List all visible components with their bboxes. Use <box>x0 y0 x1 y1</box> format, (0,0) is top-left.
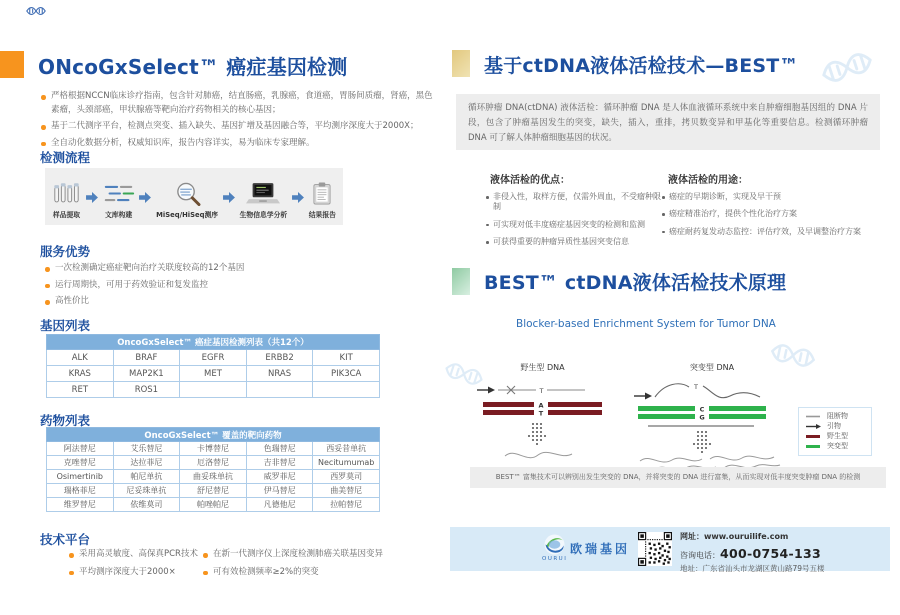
drug-cell: 舒尼替尼 <box>180 484 247 498</box>
pros-item: 可实现对低丰度癌症基因突变的检测和监测 <box>486 220 666 230</box>
wild-type-label: 野生型 DNA <box>520 363 565 372</box>
table-row <box>47 442 380 456</box>
gene-cell: ROS1 <box>113 382 180 398</box>
gene-cell: BRAF <box>113 350 180 366</box>
drug-cell: 克唑替尼 <box>47 456 114 470</box>
uses-item: 癌症的早期诊断，实现及早干预 <box>662 192 887 202</box>
legend-item <box>805 443 865 450</box>
wild-pair-top: A <box>538 401 544 410</box>
mutant-pair-top: C <box>699 405 705 414</box>
intro-bullet: 基于二代测序平台，检测点突变、插入缺失、基因扩增及基因融合等，平均测序深度大于2000X； <box>40 120 434 134</box>
legend-item <box>805 413 865 420</box>
uses-item: 癌症精准治疗，提供个性化治疗方案 <box>662 209 887 219</box>
drug-cell: 阿法替尼 <box>47 442 114 456</box>
uses-item: 癌症耐药复发动态监控：评估疗效，及早调整治疗方案 <box>662 227 887 237</box>
report-clipboard-icon <box>309 181 335 206</box>
table-row <box>47 350 380 366</box>
pros-list <box>486 192 666 255</box>
footer-contact <box>680 531 825 574</box>
platform-bullet: 可有效检测频率≥2%的突变 <box>202 566 402 580</box>
page-title-left: ONcoGxSelect™ 癌症基因检测 <box>38 55 348 79</box>
gene-cell: MAP2K1 <box>113 366 180 382</box>
workflow-step-label: 文库构建 <box>104 211 133 219</box>
flow-arrow-icon <box>86 192 98 203</box>
legend-label: 阻断物 <box>827 412 848 420</box>
gene-cell: EGFR <box>180 350 247 366</box>
drug-cell: 卡博替尼 <box>180 442 247 456</box>
drug-cell: 维罗替尼 <box>47 498 114 512</box>
pros-heading: 液体活检的优点： <box>490 175 570 186</box>
bioinformatics-laptop-icon <box>246 181 280 206</box>
table-row <box>47 382 380 398</box>
legend-primer-arrow-icon <box>805 423 823 430</box>
mutant-type-diagram <box>632 376 792 481</box>
table-row <box>47 484 380 498</box>
best-summary-banner: BEST™ 富集技术可以辨别出发生突变的 DNA，并将突变的 DNA 进行富集，从而实现对低丰度突变肿瘤 DNA 的检测 <box>470 467 886 488</box>
pros-item: 可获得重要的肿瘤异质性基因突变信息 <box>486 237 666 247</box>
drug-cell: 帕唑帕尼 <box>180 498 247 512</box>
intro-bullet: 全自动化数据分析，权威知识库，报告内容详实，易为临床专家理解。 <box>40 137 434 151</box>
platform-bullet: 采用高灵敏度、高保真PCR技术 <box>68 548 198 562</box>
sequencing-magnifier-icon <box>173 181 201 206</box>
drug-cell: 曲美替尼 <box>313 484 380 498</box>
workflow-step-label: 生物信息学分析 <box>239 211 288 219</box>
footer-address: 地址：广东省汕头市龙湖区黄山路79号五楼 <box>680 564 825 573</box>
drug-cell: 曲妥珠单抗 <box>180 470 247 484</box>
legend-wildtype-line-icon <box>805 433 823 440</box>
drug-cell: 厄洛替尼 <box>180 456 247 470</box>
drug-table-title: OncoGxSelect™ 覆盖的靶向药物 <box>47 428 380 442</box>
workflow-step-label: MiSeq/HiSeq测序 <box>156 211 219 219</box>
table-row <box>47 470 380 484</box>
flow-arrow-icon <box>292 192 304 203</box>
mutant-type-label: 突变型 DNA <box>689 363 735 372</box>
gene-cell: MET <box>180 366 247 382</box>
gene-table <box>46 334 380 398</box>
drug-cell: 艾乐替尼 <box>113 442 180 456</box>
gene-cell: KIT <box>313 350 380 366</box>
advantage-bullet: 高性价比 <box>44 295 424 309</box>
advantage-bullets <box>44 262 424 312</box>
platform-bullet: 在新一代测序仪上深度检测肺癌关联基因变异 <box>202 548 402 562</box>
mutant-pair-bottom: G <box>699 413 705 422</box>
drug-table <box>46 427 380 512</box>
advantage-bullet: 一次检测确定癌症靶向治疗关联度较高的12个基因 <box>44 262 424 276</box>
workflow-step <box>52 181 81 219</box>
drug-cell: 达拉菲尼 <box>113 456 180 470</box>
principle-title: BEST™ ctDNA液体活检技术原理 <box>484 272 787 294</box>
footer <box>450 527 890 571</box>
drug-cell: 吉非替尼 <box>246 456 313 470</box>
drug-cell: 拉帕替尼 <box>313 498 380 512</box>
uses-list <box>662 192 887 244</box>
intro-bullet: 严格根据NCCN临床诊疗指南，包含针对肺癌，结直肠癌，乳腺癌，食道癌，胃肠间质瘤，肾癌，黑色素瘤，头颈部癌，甲状腺癌等靶向治疗药物相关的核心基因； <box>40 90 434 117</box>
platform-bullets-col2 <box>202 548 402 582</box>
drug-cell: 尼妥珠单抗 <box>113 484 180 498</box>
section-heading-drugs: 药物列表 <box>40 413 91 428</box>
drug-cell: 帕尼单抗 <box>113 470 180 484</box>
drug-cell: 色瑞替尼 <box>246 442 313 456</box>
gene-table-title: OncoGxSelect™ 癌症基因检测列表（共12个） <box>47 335 380 350</box>
drug-cell: 瑞格菲尼 <box>47 484 114 498</box>
company-name: 欧瑞基因 <box>570 542 631 556</box>
gene-cell: PIK3CA <box>313 366 380 382</box>
workflow-step <box>156 181 218 219</box>
workflow-step <box>309 181 336 219</box>
wild-site-base: T <box>539 387 544 395</box>
qr-code <box>638 532 672 566</box>
section-heading-platform: 技术平台 <box>40 532 91 547</box>
wild-pair-bottom: T <box>538 409 544 418</box>
intro-bullets <box>40 90 434 153</box>
title-accent-bar <box>0 51 24 78</box>
legend-item <box>805 433 865 440</box>
library-fragments-icon <box>103 181 135 206</box>
section-heading-genes: 基因列表 <box>40 318 91 333</box>
best-acronym-subtitle: Blocker-based Enrichment System for Tumor DNA <box>516 318 776 330</box>
legend-label: 引物 <box>827 422 841 430</box>
drug-cell: Osimertinib <box>47 470 114 484</box>
advantage-bullet: 运行周期快，可用于药效验证和复发监控 <box>44 279 424 293</box>
dna-mark-icon <box>26 5 46 17</box>
drug-cell: 西妥昔单抗 <box>313 442 380 456</box>
legend-blocker-line-icon <box>805 413 823 420</box>
dna-watermark-icon <box>817 44 878 90</box>
dotted-down-arrow-icon <box>528 423 546 445</box>
footer-phone-label: 咨询电话： <box>680 551 720 560</box>
drug-cell: 威罗菲尼 <box>246 470 313 484</box>
footer-website: 网址：www.ouruilife.com <box>680 532 789 541</box>
title-accent-bar <box>452 268 470 295</box>
gene-cell: NRAS <box>246 366 313 382</box>
drug-cell: Necitumumab <box>313 456 380 470</box>
legend-label: 突变型 <box>827 442 848 450</box>
gene-cell <box>313 382 380 398</box>
drug-cell: 西罗莫司 <box>313 470 380 484</box>
workflow-step-label: 样品提取 <box>52 211 81 219</box>
wild-type-panel <box>475 362 610 475</box>
diagram-legend <box>798 407 872 456</box>
dotted-down-arrow-icon <box>693 431 711 453</box>
legend-label: 野生型 <box>827 432 848 440</box>
table-row <box>47 366 380 382</box>
pros-item: 非侵入性，取样方便，仅需外周血，不受瘤种限制 <box>486 192 666 213</box>
section-heading-process: 检测流程 <box>40 150 91 165</box>
legend-mutant-line-icon <box>805 443 823 450</box>
flow-arrow-icon <box>223 192 235 203</box>
gene-cell <box>246 382 313 398</box>
platform-bullets-col1 <box>68 548 198 582</box>
workflow-diagram <box>45 168 343 225</box>
gene-cell: ERBB2 <box>246 350 313 366</box>
gene-cell: RET <box>47 382 114 398</box>
drug-cell: 依维莫司 <box>113 498 180 512</box>
gene-cell: KRAS <box>47 366 114 382</box>
gene-cell <box>180 382 247 398</box>
workflow-step <box>103 181 135 219</box>
ctdna-intro-paragraph: 循环肿瘤 DNA(ctDNA) 液体活检：循环肿瘤 DNA 是人体血液循环系统中来自肿瘤细胞基因组的 DNA 片段，包含了肿瘤基因发生的突变，缺失，插入，重排，拷贝数变异和甲基化等重要信息。检测循环肿瘤 DNA 可了解人体肿瘤细胞基因的状况。 <box>456 94 880 150</box>
title-accent-bar <box>452 50 470 77</box>
table-row <box>47 456 380 470</box>
mutant-site-base: T <box>694 383 698 391</box>
drug-cell: 凡德他尼 <box>246 498 313 512</box>
company-name-en: OURUI <box>542 556 568 562</box>
wild-type-diagram <box>475 376 610 471</box>
legend-item <box>805 423 865 430</box>
section-heading-advantages: 服务优势 <box>40 244 91 259</box>
uses-heading: 液体活检的用途： <box>668 175 748 186</box>
sample-tubes-icon <box>52 181 81 206</box>
platform-bullet: 平均测序深度大于2000× <box>68 566 198 580</box>
footer-phone: 400-0754-133 <box>720 546 821 561</box>
flow-arrow-icon <box>139 192 151 203</box>
workflow-step <box>240 181 288 219</box>
drug-cell: 伊马替尼 <box>246 484 313 498</box>
gene-cell: ALK <box>47 350 114 366</box>
workflow-step-label: 结果报告 <box>308 211 336 219</box>
page-title-right: 基于ctDNA液体活检技术—BEST™ <box>484 55 799 77</box>
table-row <box>47 498 380 512</box>
company-logo-icon <box>544 534 565 555</box>
